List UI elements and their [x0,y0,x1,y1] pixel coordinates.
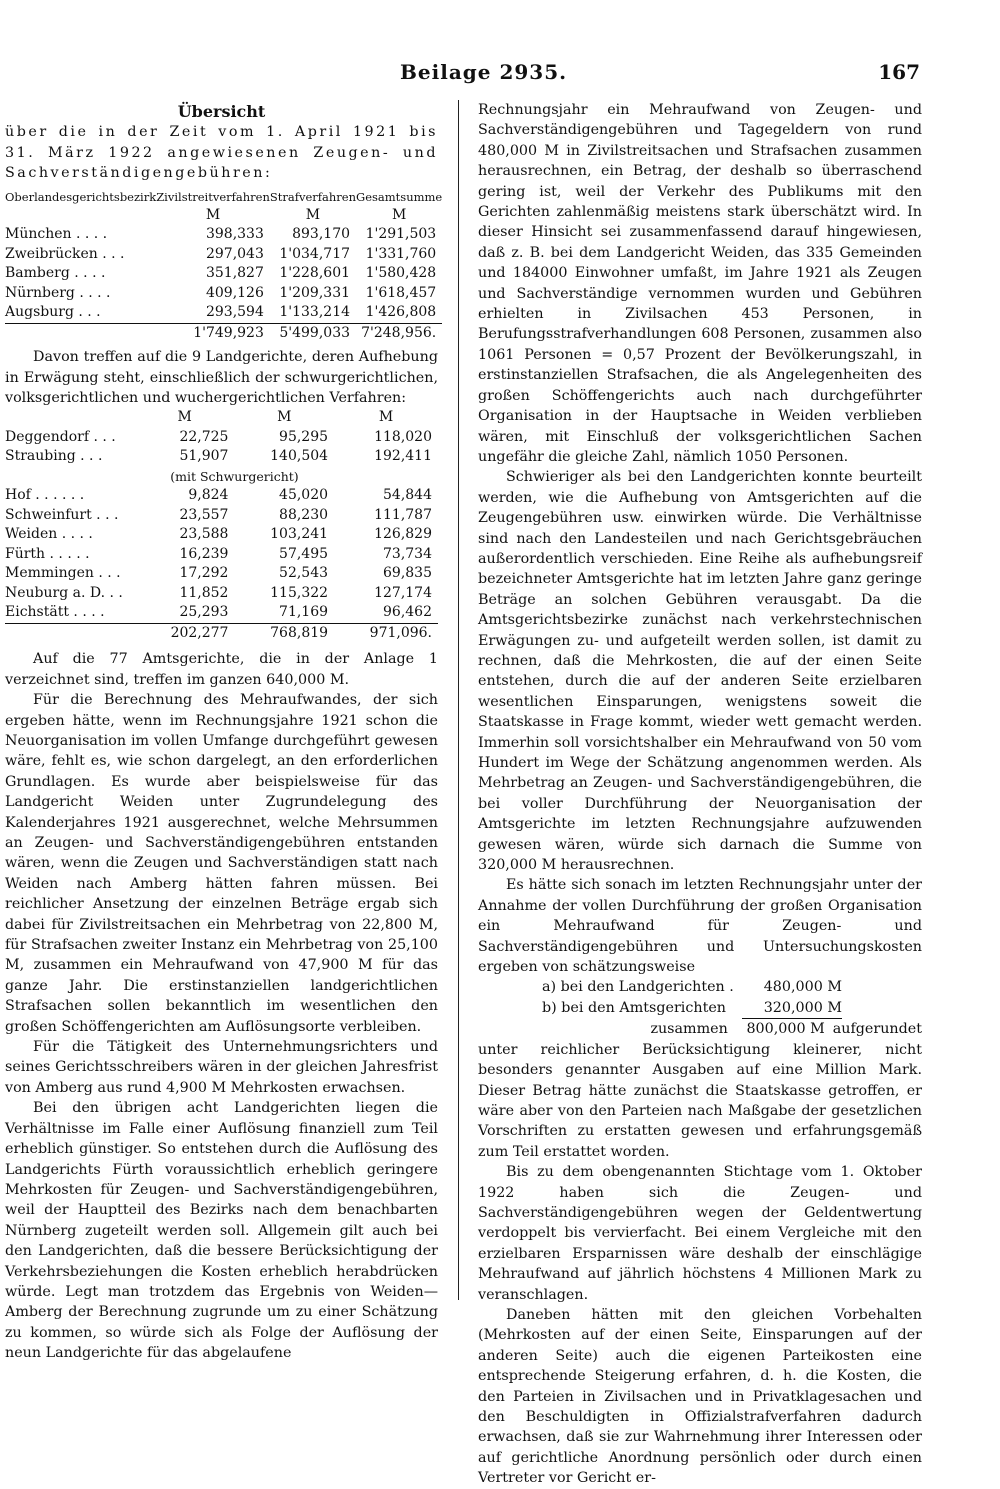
table-row [5,245,442,265]
cell: 1'133,214 [279,304,351,321]
cell: 103,241 [270,526,329,543]
unit-label: M [177,409,192,426]
calc-sum-value: 800,000 M [746,1021,825,1038]
table-row [5,303,442,323]
table-row [5,545,438,565]
table-header-row [5,190,442,206]
total-cell: 5'499,033 [270,323,356,343]
total-cell: 1'749,923 [156,323,270,343]
cell: 51,907 [179,448,229,465]
cell: 45,020 [279,487,329,504]
calc-label: a) bei den Landgerichten . [542,979,734,996]
cell: 126,829 [374,526,432,543]
page-header [0,60,1000,90]
table-row [5,486,438,506]
landgerichte-intro: Davon treffen auf die 9 Landgerichte, deren Aufhebung in Erwägung steht, einschließlich der schwurgerichtlichen, volksgerichtlichen und wuchergerichtlichen Verfahren: [5,349,438,406]
landgerichte-paragraph: Bei den übrigen acht Landgerichten liegen die Verhältnisse im Falle einer Auflösung finanziell zum Teil erheblich günstiger. So entstehen durch die Auflösung des Landgerichts Fürth voraussichtlich erheblich geringere Mehrkosten für Zeugen- und Sachverständigengebühren, weil der Hauptteil des Bezirks nach dem benachbarten Nürnberg zugeteilt werden soll. Allgemein gilt auch bei den Landgerichten, daß die bessere Berücksichtigung der Verkehrsbeziehungen die Kosten erheblich herabdrücken würde. Legt man trotzdem das Ergebnis von Weiden—Amberg der Berechnung zugrunde um zu einer Schätzung zu kommen, so würde sich als Folge der Auflösung der neun Landgerichte für das abgelaufene [5,1100,438,1362]
calculation-block [542,977,922,1039]
unit-label: M [391,206,407,223]
calc-sum-row [542,1019,922,1039]
cell: 23,557 [179,506,229,523]
unit-label: M [305,206,321,223]
cell: 1'331,760 [365,245,437,262]
unit-label: M [277,409,292,426]
cell: 95,295 [279,428,329,445]
calc-label: b) bei den Amtsgerichten [542,999,726,1016]
cell: 88,230 [279,506,329,523]
cell: 1'580,428 [365,265,437,282]
cell: 192,411 [374,448,432,465]
schwurgericht-note: (mit Schwurgericht) [170,468,299,484]
row-label: Neuburg a. D. . . [5,584,123,601]
cell: 115,322 [270,584,329,601]
calc-row [542,998,922,1019]
row-label: Memmingen . . . [5,565,121,582]
cell: 893,170 [292,226,351,243]
calc-sum-suffix: aufgerundet [832,1021,922,1038]
cell: 351,827 [205,265,264,282]
cell: 1'209,331 [279,284,351,301]
cell: 52,543 [279,565,329,582]
cell: 118,020 [374,428,432,445]
unit-label: M [205,206,221,223]
mehraufwand-paragraph: Für die Berechnung des Mehraufwandes, der sich ergeben hätte, wenn im Rechnungsjahre 1921 schon die Neuorganisation im vollen Umfange durchgeführt gewesen wäre, fehlt es, wie schon dargelegt, an den erforderlichen Grundlagen. Es wurde aber beispielsweise für das Landgericht Weiden unter Zugrundelegung des Kalenderjahres 1921 ausgerechnet, welche Mehrsummen an Zeugen- und Sachverständigengebühren entstanden wären, wenn die Zeugen und Sachverständigen statt nach Weiden nach Amberg hätten fahren müssen. Bei reichlicher Ansetzung der einzelnen Beträge ergab sich dabei für Zivilstreitsachen ein Mehrbetrag von 22,800 M, für Strafsachen zweiter Instanz ein Mehrbetrag von 25,100 M, zusammen ein Mehraufwand von 47,900 M für das ganze Jahr. Die erstinstanziellen landgerichtlichen Strafsachen sollen bekanntlich im wesentlichen den großen Schöffengerichten am Auflösungsorte verbleiben. [5,692,438,1035]
amtsgerichte-schaetzung-paragraph: Schwieriger als bei den Landgerichten konnte beurteilt werden, wie die Aufhebung von Amtsgerichten auf die Zeugengebühren usw. einwirken würde. Die Verhältnisse sind nach den Landesteilen und nach Gerichtsgebräuchen außerordentlich verschieden. Eine Reihe als aufhebungsreif bezeichneter Amtsgerichte hat im letzten Jahre ganz geringe Beträge an solchen Gebühren verausgabt. Da die Amtsgerichtsbezirke zunächst nach verkehrstechnischen Erwägungen zu- und aufgeteilt werden sollen, ist damit zu rechnen, daß die Mehrkosten, die auf der einen Seite entstehen, durch die auf der anderen Seite erzielbaren wesentlichen Einsparungen, wenigstens soweit die Staatskasse in Frage kommt, wieder wett gemacht werden. Immerhin soll vorsichtshalber ein Mehraufwand von 50 vom Hundert im Wege der Schätzung angenommen werden. Als Mehrbetrag an Zeugen- und Sachverständigengebühren, die bei voller Durchführung der Neuorganisation der Amtsgerichte im letzten Rechnungsjahre aufzuwenden gewesen wären, würde sich darnach die Summe von 320,000 M herausrechnen. [478,469,922,874]
table-row [5,284,442,304]
overview-intro: über die in der Zeit vom 1. April 1921 bis 31. März 1922 angewiesenen Zeugen- und Sachverständigengebühren: [5,124,438,182]
calc-row [542,977,922,997]
row-label: Weiden . . . . [5,526,93,543]
table-row [5,506,438,526]
total-row [5,323,442,343]
overview-title: Übersicht [177,102,266,121]
row-label: Straubing . . . [5,448,103,465]
table-row [5,584,438,604]
rechnungsjahr-paragraph: Rechnungsjahr ein Mehraufwand von Zeugen- und Sachverständigengebühren und Tagegeldern von rund 480,000 M in Zivilstreitsachen und Strafsachen zusammen herausrechnen, ein Betrag, der deshalb so überraschend gering ist, weil der Verkehr des Publikums mit den Gerichten zahlenmäßig meistens stark überschätzt wird. In dieser Hinsicht sei zusammenfassend darauf hingewiesen, daß z. B. bei dem Landgericht Weiden, das 335 Gemeinden und 184000 Einwohner umfaßt, im Jahre 1921 als Zeugen und Sachverständige vernommen wurden und Gebühren erhielten in Zivilsachen 453 Personen, in Berufungsstrafverhandlungen 608 Personen, zusammen also 1061 Personen = 0,57 Prozent der Bevölkerungszahl, in erstinstanziellen Strafsachen, die als Angelegenheiten des großen Schöffengerichts auch nach durchgeführter Organisation in der Hauptsache in Weiden verblieben wären, mit Einschluß der volksgerichtlichen Sachen ungefähr die gleiche Zahl, nämlich 1050 Personen. [478,102,922,465]
row-label: Augsburg . . . [5,304,101,321]
cell: 1'618,457 [365,284,437,301]
table-row [5,428,438,448]
cell: 71,169 [279,604,329,621]
note-row [5,467,438,487]
table-row [5,525,438,545]
cell: 11,852 [179,584,229,601]
cell: 69,835 [383,565,432,582]
total-cell: 202,277 [135,623,235,643]
cell: 9,824 [188,487,229,504]
cell: 409,126 [205,284,264,301]
cell: 17,292 [179,565,229,582]
table-row [5,564,438,584]
cell: 398,333 [205,226,264,243]
column-header: Strafverfahren [269,189,357,204]
total-cell: 7'248,956. [356,323,442,343]
total-cell: 971,096. [334,623,438,643]
cell: 23,588 [179,526,229,543]
row-label: Schweinfurt . . . [5,506,119,523]
cell: 297,043 [205,245,264,262]
row-label: Bamberg . . . . [5,265,106,282]
overview-table [5,190,442,344]
table-row [5,603,438,623]
cell: 1'228,601 [279,265,351,282]
table-row [5,225,442,245]
column-header: Gesamtsumme [356,189,443,204]
parteikosten-paragraph: Daneben hätten mit den gleichen Vorbehalten (Mehrkosten auf der einen Seite, Einsparungen auf der anderen Seite) auch die eigenen Parteikosten eine entsprechende Steigerung erfahren, d. h. die Kosten, die den Parteien in Zivilsachen und in Privatklagesachen und den Beschuldigten in Offizialstrafverfahren dadurch erwachsen, daß sie zur Wahrnehmung ihrer Interessen oder auf gerichtliche Anordnung persönlich oder durch einen Vertreter vor Gericht er- [478,1306,922,1487]
cell: 54,844 [383,487,432,504]
row-label: Zweibrücken . . . [5,245,125,262]
row-label: Nürnberg . . . . [5,284,111,301]
column-divider [458,100,459,1300]
unternehmungsrichter-paragraph: Für die Tätigkeit des Unternehmungsrichters und seines Gerichtsschreibers wären in der gleichen Jahresfrist von Amberg aus rund 4,900 M Mehrkosten erwachsen. [5,1039,438,1096]
cell: 127,174 [374,584,432,601]
column-header: Zivilstreitverfahren [156,189,270,204]
row-label: Eichstätt . . . . [5,604,105,621]
cell: 16,239 [179,545,229,562]
left-column [5,100,443,1364]
cell: 25,293 [179,604,229,621]
cell: 1'034,717 [279,245,351,262]
right-column [478,100,922,1489]
unit-row [5,408,438,428]
row-label: Hof . . . . . . [5,487,85,504]
unit-label: M [378,409,394,426]
stichtag-paragraph: Bis zu dem obengenannten Stichtage vom 1. Oktober 1922 haben sich die Zeugen- und Sachverständigengebühren wegen der Geldentwertung verdoppelt bis vervierfacht. Bei einem Vergleiche mit den erzielbaren Ersparnissen wäre deshalb der einschlägige Mehraufwand auf jährlich höchstens 4 Millionen Mark zu veranschlagen. [478,1164,922,1303]
cell: 73,734 [383,545,432,562]
cell: 293,594 [205,304,264,321]
cell: 1'291,503 [365,226,437,243]
cell: 22,725 [179,428,229,445]
amtsgerichte-paragraph: Auf die 77 Amtsgerichte, die in der Anlage 1 verzeichnet sind, treffen im ganzen 640,000 M. [5,651,438,688]
ausgaben-paragraph: unter reichlicher Berücksichtigung kleinerer, nicht besonders genannter Ausgaben auf eine Million Mark. Dieser Betrag hätte zunächst die Staatskasse getroffen, er wäre aber von den Parteien nach Maßgabe der gesetzlichen Vorschriften zu erstatten gewesen und erfahrungsgemäß zum Teil erstattet worden. [478,1041,922,1160]
page-title: Beilage 2935. [400,60,568,84]
cell: 140,504 [270,448,329,465]
landgerichte-table [5,408,438,643]
calc-value: 480,000 M [763,979,842,996]
column-header: Oberlandesgerichtsbezirk [5,189,157,204]
table-row [5,447,438,467]
table-row [5,264,442,284]
cell: 57,495 [279,545,329,562]
cell: 111,787 [374,506,432,523]
page-number: 167 [878,60,920,84]
total-row [5,623,438,643]
calc-value: 320,000 M [742,998,842,1019]
cell: 96,462 [383,604,432,621]
unit-row [5,206,442,226]
calc-sum-label: zusammen [650,1021,728,1038]
row-label: Deggendorf . . . [5,428,116,445]
organisation-paragraph: Es hätte sich sonach im letzten Rechnungsjahr unter der Annahme der vollen Durchführung der großen Organisation ein Mehraufwand für Zeugen- und Sachverständigengebühren und Untersuchungskosten ergeben von schätzungsweise [478,877,922,976]
row-label: München . . . . [5,226,108,243]
row-label: Fürth . . . . . [5,545,90,562]
total-cell: 768,819 [234,623,334,643]
cell: 1'426,808 [365,304,437,321]
